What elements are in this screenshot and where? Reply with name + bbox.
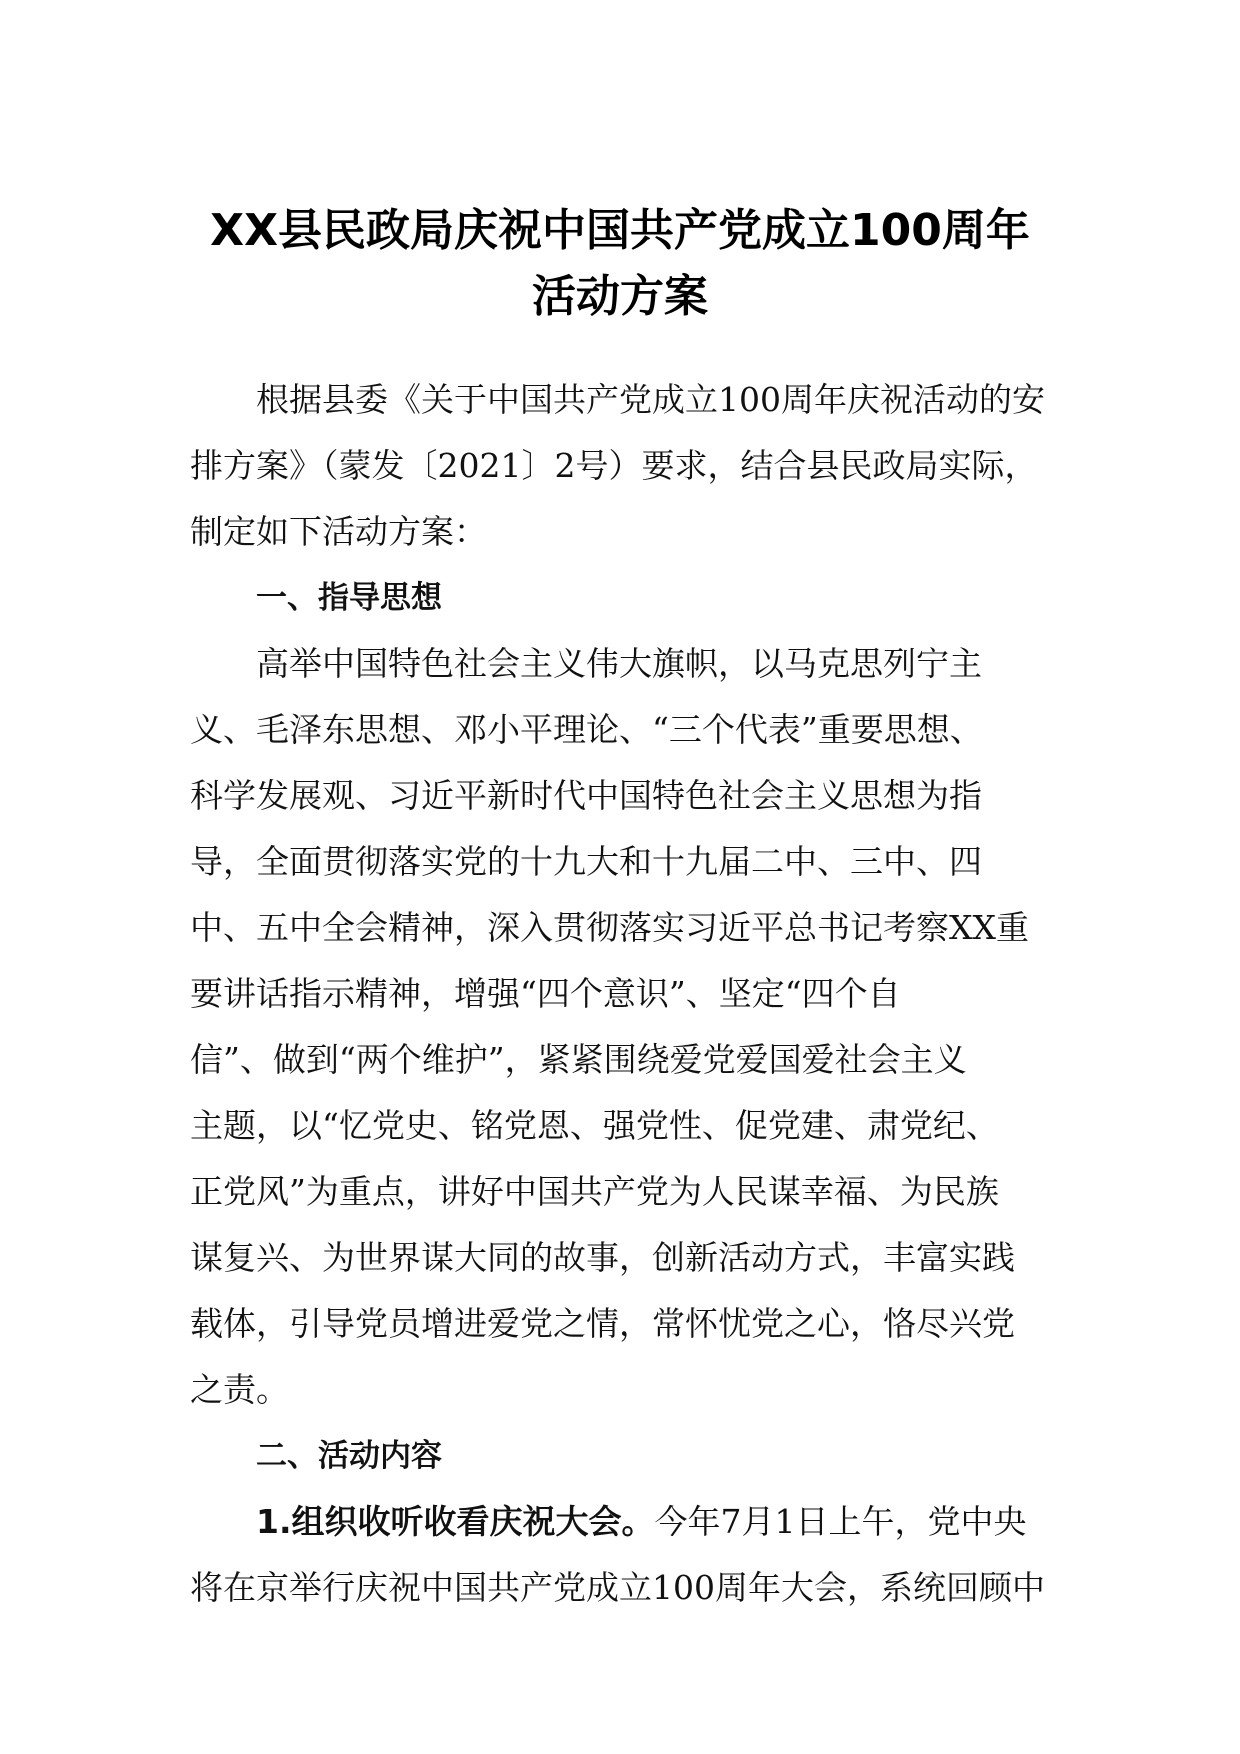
section-heading-guiding-thought: 一、指导思想 bbox=[256, 580, 442, 616]
intro-line: 根据县委《关于中国共产党成立100周年庆祝活动的安 bbox=[256, 380, 1045, 419]
document-title-line-1: XX县民政局庆祝中国共产党成立100周年 bbox=[210, 205, 1030, 256]
item-1-line-2: 将在京举行庆祝中国共产党成立100周年大会，系统回顾中 bbox=[190, 1568, 1045, 1607]
paragraph-line: 导，全面贯彻落实党的十九大和十九届二中、三中、四 bbox=[190, 842, 982, 881]
paragraph-line: 信”、做到“两个维护”，紧紧围绕爱党爱国爱社会主义 bbox=[190, 1040, 967, 1079]
paragraph-line: 载体，引导党员增进爱党之情，常怀忧党之心，恪尽兴党 bbox=[190, 1304, 1015, 1343]
intro-line: 排方案》（蒙发〔2021〕2号）要求，结合县民政局实际， bbox=[190, 446, 1038, 485]
section-heading-activity-content: 二、活动内容 bbox=[256, 1438, 442, 1474]
document-body bbox=[190, 367, 1060, 1621]
paragraph-line: 正党风”为重点，讲好中国共产党为人民谋幸福、为民族 bbox=[190, 1172, 999, 1211]
paragraph-line: 义、毛泽东思想、邓小平理论、“三个代表”重要思想、 bbox=[190, 710, 983, 749]
paragraph-line: 主题，以“忆党史、铭党恩、强党性、促党建、肃党纪、 bbox=[190, 1106, 999, 1145]
paragraph-line: 谋复兴、为世界谋大同的故事，创新活动方式，丰富实践 bbox=[190, 1238, 1015, 1277]
document-title-line-2: 活动方案 bbox=[532, 271, 708, 322]
paragraph-line: 要讲话指示精神，增强“四个意识”、坚定“四个自 bbox=[190, 974, 901, 1013]
item-1-text: 今年7月1日上午，党中央 bbox=[654, 1502, 1027, 1541]
intro-line: 制定如下活动方案： bbox=[190, 512, 487, 551]
paragraph-line: 高举中国特色社会主义伟大旗帜，以马克思列宁主 bbox=[256, 644, 982, 683]
item-1-lead: 1.组织收听收看庆祝大会。 bbox=[256, 1502, 655, 1541]
paragraph-line: 中、五中全会精神，深入贯彻落实习近平总书记考察XX重 bbox=[190, 908, 1029, 947]
item-1-line bbox=[190, 1489, 1060, 1555]
paragraph-line: 之责。 bbox=[190, 1370, 289, 1409]
paragraph-line: 科学发展观、习近平新时代中国特色社会主义思想为指 bbox=[190, 776, 982, 815]
